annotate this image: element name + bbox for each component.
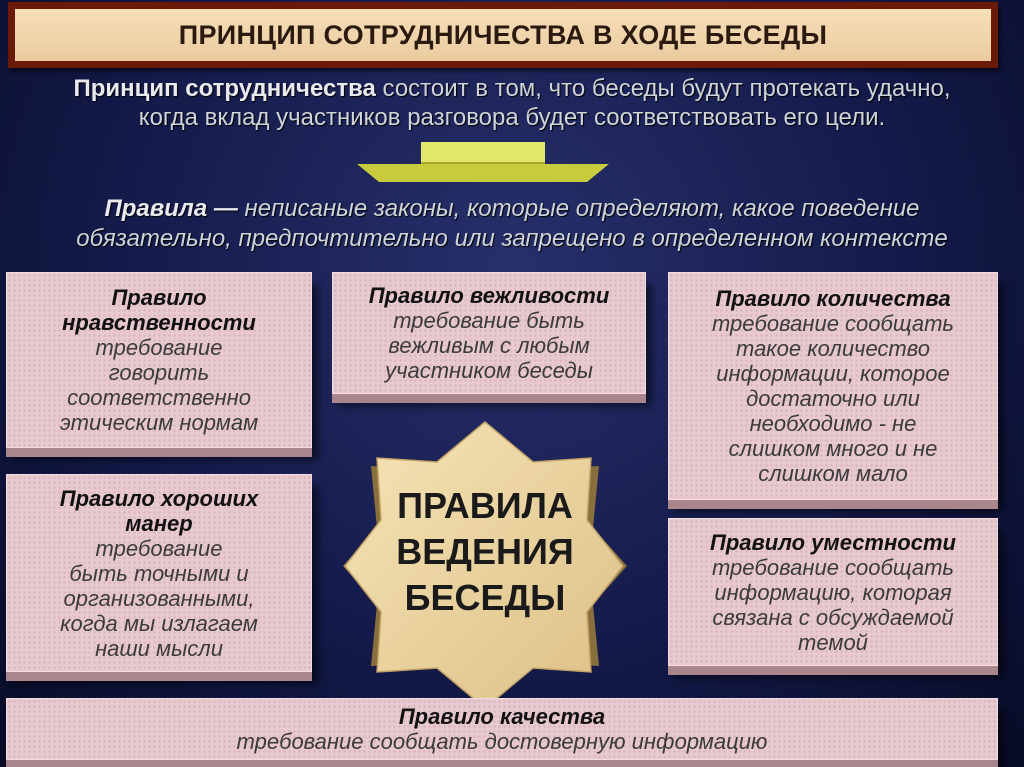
- intro-text: состоит в том, что беседы будут протекать удачно,: [375, 75, 951, 102]
- card-title: Правило хороших манер: [59, 485, 259, 536]
- card-title: Правило вежливости: [368, 283, 610, 308]
- card-politeness-rule: [332, 272, 646, 394]
- rules-term: Правила —: [104, 195, 238, 222]
- intro-term: Принцип сотрудничества: [73, 75, 376, 102]
- card-title: Правило нравственности: [62, 285, 256, 335]
- card-quality-rule: [6, 698, 998, 760]
- card-text: требование сообщать информацию, которая связана с обсуждаемой темой: [711, 554, 955, 655]
- card-morality-rule: [6, 272, 312, 448]
- rules-definition: [10, 194, 1014, 254]
- center-label: ПРАВИЛА ВЕДЕНИЯ БЕСЕДЫ: [396, 485, 574, 618]
- title-panel: [15, 9, 991, 61]
- card-text: требование сообщать такое количество информации, которое достаточно или необходимо - не слишком много и не слишком мало: [711, 311, 955, 486]
- card-relevance-rule: [668, 518, 998, 666]
- page-title: ПРИНЦИП СОТРУДНИЧЕСТВА В ХОДЕ БЕСЕДЫ: [178, 19, 828, 50]
- card-manners-rule: [6, 474, 312, 672]
- card-text: требование сообщать достоверную информацию: [236, 729, 768, 754]
- intro-paragraph: [10, 74, 1014, 132]
- title-bar: [8, 2, 998, 68]
- card-text: требование быть вежливым с любым участником беседы: [385, 308, 593, 383]
- card-text: требование говорить соответственно этическим нормам: [59, 335, 259, 435]
- rules-text: неписаные законы, которые определяют, какое поведение: [237, 195, 920, 222]
- card-quantity-rule: [668, 272, 998, 500]
- rules-line-2: обязательно, предпочтительно или запрещено в определенном контексте: [76, 225, 948, 252]
- card-title: Правило количества: [715, 286, 951, 311]
- card-title: Правило качества: [398, 704, 606, 729]
- intro-line-2: когда вклад участников разговора будет соответствовать его цели.: [138, 104, 886, 131]
- card-text: требование быть точными и организованными, когда мы излагаем наши мысли: [60, 535, 258, 661]
- card-title: Правило уместности: [710, 529, 956, 555]
- connector-shape: [357, 142, 609, 186]
